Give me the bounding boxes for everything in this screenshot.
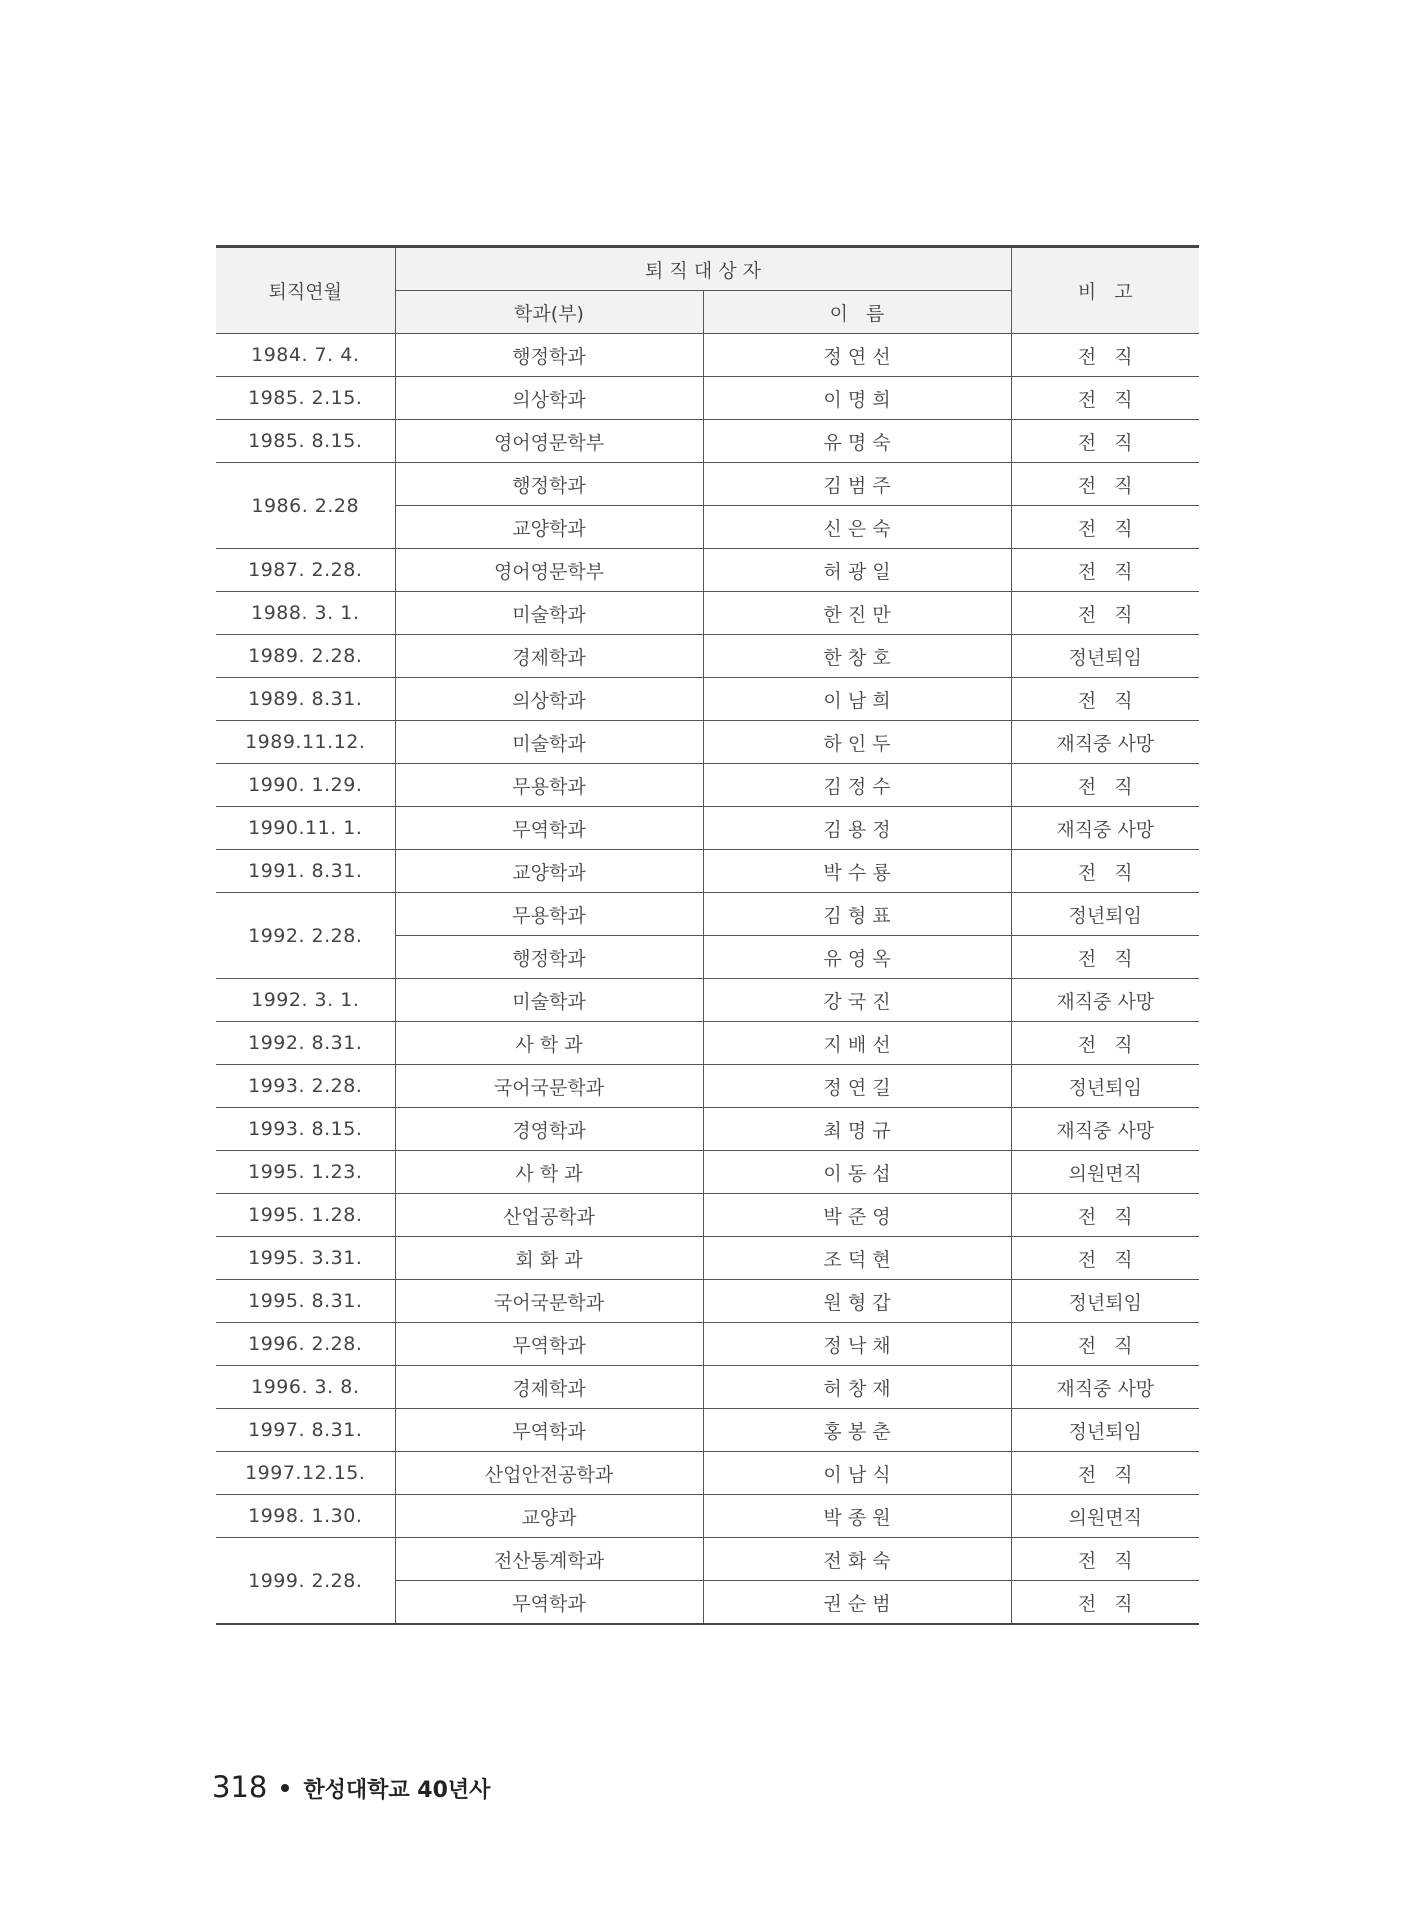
cell-date: 1993. 8.15. — [216, 1108, 395, 1151]
cell-name: 조 덕 현 — [703, 1237, 1011, 1280]
table-row — [216, 1065, 1199, 1108]
cell-note: 전 직 — [1011, 1323, 1199, 1366]
cell-dept: 무역학과 — [395, 1409, 703, 1452]
cell-date: 1995. 8.31. — [216, 1280, 395, 1323]
header-dept: 학과(부) — [395, 291, 703, 334]
cell-note: 전 직 — [1011, 377, 1199, 420]
table-row — [216, 420, 1199, 463]
cell-dept: 사 학 과 — [395, 1022, 703, 1065]
cell-date: 1990.11. 1. — [216, 807, 395, 850]
cell-date: 1992. 2.28. — [216, 893, 395, 979]
table-row — [216, 1323, 1199, 1366]
cell-name: 원 형 갑 — [703, 1280, 1011, 1323]
cell-date: 1991. 8.31. — [216, 850, 395, 893]
header-group: 퇴 직 대 상 자 — [395, 247, 1011, 291]
table-row — [216, 1022, 1199, 1065]
cell-date: 1995. 1.23. — [216, 1151, 395, 1194]
cell-note: 전 직 — [1011, 1538, 1199, 1581]
cell-name: 김 정 수 — [703, 764, 1011, 807]
cell-date: 1989. 2.28. — [216, 635, 395, 678]
cell-name: 지 배 선 — [703, 1022, 1011, 1065]
cell-note: 정년퇴임 — [1011, 893, 1199, 936]
cell-note: 전 직 — [1011, 506, 1199, 549]
cell-dept: 무역학과 — [395, 807, 703, 850]
cell-note: 전 직 — [1011, 1022, 1199, 1065]
cell-name: 홍 봉 춘 — [703, 1409, 1011, 1452]
cell-note: 전 직 — [1011, 334, 1199, 377]
cell-name: 이 동 섭 — [703, 1151, 1011, 1194]
header-date: 퇴직연월 — [216, 247, 395, 334]
table-row — [216, 807, 1199, 850]
cell-name: 이 명 희 — [703, 377, 1011, 420]
cell-name: 최 명 규 — [703, 1108, 1011, 1151]
cell-date: 1990. 1.29. — [216, 764, 395, 807]
cell-note: 재직중 사망 — [1011, 1366, 1199, 1409]
cell-date: 1985. 2.15. — [216, 377, 395, 420]
cell-dept: 무역학과 — [395, 1581, 703, 1625]
page-footer — [212, 1770, 490, 1804]
book-title: 한성대학교 40년사 — [303, 1778, 491, 1803]
cell-date: 1992. 3. 1. — [216, 979, 395, 1022]
cell-name: 유 영 옥 — [703, 936, 1011, 979]
table-row — [216, 1409, 1199, 1452]
cell-note: 전 직 — [1011, 463, 1199, 506]
cell-name: 김 범 주 — [703, 463, 1011, 506]
table-row — [216, 1452, 1199, 1495]
cell-name: 권 순 범 — [703, 1581, 1011, 1625]
cell-date: 1985. 8.15. — [216, 420, 395, 463]
table-row — [216, 893, 1199, 936]
cell-dept: 무용학과 — [395, 764, 703, 807]
cell-note: 전 직 — [1011, 592, 1199, 635]
cell-dept: 교양과 — [395, 1495, 703, 1538]
cell-note: 의원면직 — [1011, 1151, 1199, 1194]
cell-note: 재직중 사망 — [1011, 979, 1199, 1022]
cell-name: 정 낙 채 — [703, 1323, 1011, 1366]
cell-date: 1999. 2.28. — [216, 1538, 395, 1625]
cell-dept: 영어영문학부 — [395, 420, 703, 463]
cell-dept: 사 학 과 — [395, 1151, 703, 1194]
cell-dept: 산업안전공학과 — [395, 1452, 703, 1495]
cell-date: 1996. 3. 8. — [216, 1366, 395, 1409]
cell-dept: 영어영문학부 — [395, 549, 703, 592]
table-row — [216, 549, 1199, 592]
cell-name: 김 형 표 — [703, 893, 1011, 936]
cell-dept: 미술학과 — [395, 979, 703, 1022]
cell-name: 한 창 호 — [703, 635, 1011, 678]
cell-name: 하 인 두 — [703, 721, 1011, 764]
table-row — [216, 1108, 1199, 1151]
cell-date: 1997. 8.31. — [216, 1409, 395, 1452]
cell-note: 재직중 사망 — [1011, 1108, 1199, 1151]
cell-name: 허 창 재 — [703, 1366, 1011, 1409]
table-row — [216, 678, 1199, 721]
cell-note: 정년퇴임 — [1011, 1065, 1199, 1108]
cell-dept: 의상학과 — [395, 678, 703, 721]
cell-note: 전 직 — [1011, 1194, 1199, 1237]
cell-date: 1993. 2.28. — [216, 1065, 395, 1108]
cell-note: 의원면직 — [1011, 1495, 1199, 1538]
table-header — [216, 247, 1199, 334]
table-row — [216, 979, 1199, 1022]
cell-note: 전 직 — [1011, 764, 1199, 807]
cell-note: 재직중 사망 — [1011, 807, 1199, 850]
cell-date: 1987. 2.28. — [216, 549, 395, 592]
cell-dept: 행정학과 — [395, 334, 703, 377]
cell-name: 전 화 숙 — [703, 1538, 1011, 1581]
cell-date: 1989.11.12. — [216, 721, 395, 764]
page-number: 318 — [212, 1770, 268, 1804]
table-row — [216, 764, 1199, 807]
cell-note: 전 직 — [1011, 420, 1199, 463]
table-row — [216, 1194, 1199, 1237]
cell-name: 박 준 영 — [703, 1194, 1011, 1237]
cell-dept: 미술학과 — [395, 592, 703, 635]
table-row — [216, 377, 1199, 420]
cell-dept: 무용학과 — [395, 893, 703, 936]
cell-note: 전 직 — [1011, 678, 1199, 721]
cell-dept: 경제학과 — [395, 635, 703, 678]
cell-dept: 무역학과 — [395, 1323, 703, 1366]
cell-name: 허 광 일 — [703, 549, 1011, 592]
cell-dept: 국어국문학과 — [395, 1065, 703, 1108]
cell-name: 김 용 정 — [703, 807, 1011, 850]
table-row — [216, 592, 1199, 635]
cell-name: 이 남 희 — [703, 678, 1011, 721]
table-row — [216, 1151, 1199, 1194]
table-row — [216, 850, 1199, 893]
cell-name: 박 종 원 — [703, 1495, 1011, 1538]
cell-name: 한 진 만 — [703, 592, 1011, 635]
cell-name: 정 연 길 — [703, 1065, 1011, 1108]
table-row — [216, 1237, 1199, 1280]
table-body — [216, 334, 1199, 1625]
cell-note: 전 직 — [1011, 549, 1199, 592]
cell-dept: 미술학과 — [395, 721, 703, 764]
cell-note: 전 직 — [1011, 936, 1199, 979]
table-row — [216, 463, 1199, 506]
cell-date: 1998. 1.30. — [216, 1495, 395, 1538]
cell-date: 1995. 1.28. — [216, 1194, 395, 1237]
cell-name: 박 수 룡 — [703, 850, 1011, 893]
cell-date: 1995. 3.31. — [216, 1237, 395, 1280]
cell-date: 1996. 2.28. — [216, 1323, 395, 1366]
table-row — [216, 334, 1199, 377]
header-name: 이 름 — [703, 291, 1011, 334]
cell-note: 전 직 — [1011, 1452, 1199, 1495]
cell-note: 전 직 — [1011, 1237, 1199, 1280]
cell-dept: 산업공학과 — [395, 1194, 703, 1237]
cell-name: 이 남 식 — [703, 1452, 1011, 1495]
cell-date: 1984. 7. 4. — [216, 334, 395, 377]
table-row — [216, 1538, 1199, 1581]
cell-note: 정년퇴임 — [1011, 1409, 1199, 1452]
cell-note: 정년퇴임 — [1011, 635, 1199, 678]
cell-dept: 회 화 과 — [395, 1237, 703, 1280]
cell-dept: 행정학과 — [395, 936, 703, 979]
cell-dept: 국어국문학과 — [395, 1280, 703, 1323]
cell-date: 1989. 8.31. — [216, 678, 395, 721]
cell-dept: 전산통계학과 — [395, 1538, 703, 1581]
cell-dept: 경영학과 — [395, 1108, 703, 1151]
retirement-table — [216, 245, 1199, 1625]
cell-date: 1997.12.15. — [216, 1452, 395, 1495]
cell-date: 1988. 3. 1. — [216, 592, 395, 635]
cell-dept: 교양학과 — [395, 506, 703, 549]
cell-dept: 행정학과 — [395, 463, 703, 506]
cell-note: 재직중 사망 — [1011, 721, 1199, 764]
cell-dept: 경제학과 — [395, 1366, 703, 1409]
header-note: 비 고 — [1011, 247, 1199, 334]
cell-note: 전 직 — [1011, 1581, 1199, 1625]
cell-name: 유 명 숙 — [703, 420, 1011, 463]
cell-note: 전 직 — [1011, 850, 1199, 893]
cell-name: 강 국 진 — [703, 979, 1011, 1022]
table-row — [216, 635, 1199, 678]
bullet-icon — [281, 1784, 289, 1792]
cell-name: 신 은 숙 — [703, 506, 1011, 549]
cell-name: 정 연 선 — [703, 334, 1011, 377]
table-row — [216, 1280, 1199, 1323]
table-row — [216, 721, 1199, 764]
table-row — [216, 1495, 1199, 1538]
cell-note: 정년퇴임 — [1011, 1280, 1199, 1323]
cell-dept: 의상학과 — [395, 377, 703, 420]
cell-date: 1992. 8.31. — [216, 1022, 395, 1065]
cell-date: 1986. 2.28 — [216, 463, 395, 549]
cell-dept: 교양학과 — [395, 850, 703, 893]
table-row — [216, 1366, 1199, 1409]
